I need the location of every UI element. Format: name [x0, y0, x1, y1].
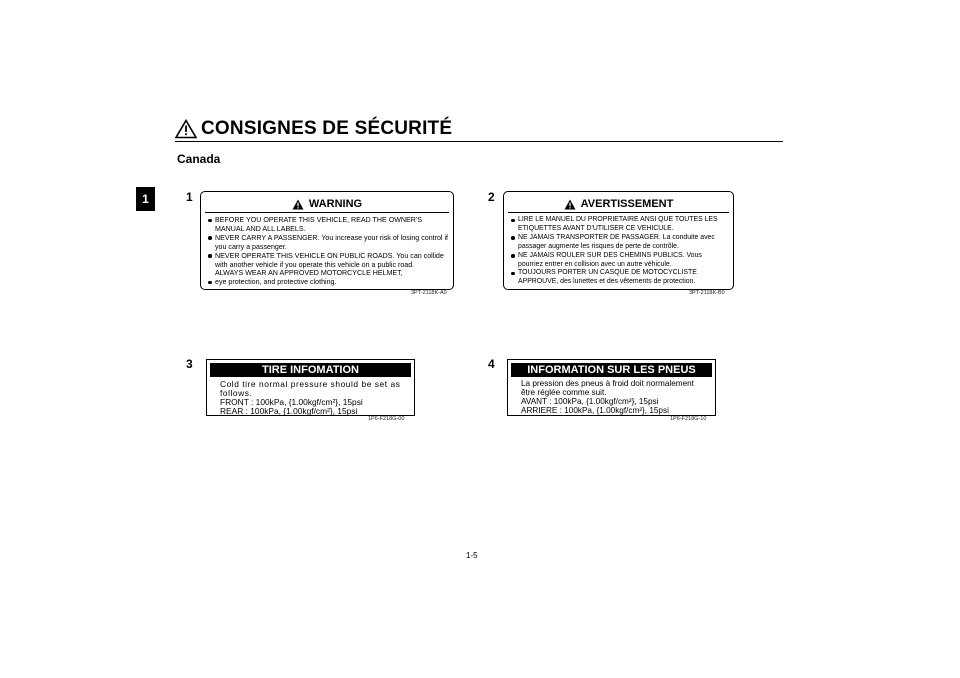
label-code: 3PT-2118K-A0 [411, 290, 447, 296]
tire-text-line: follows. [220, 387, 253, 398]
warning-label-title: WARNING [308, 198, 363, 210]
label-code: 1P6-F218G-00 [368, 416, 405, 422]
page-title [175, 118, 452, 140]
label-code: 1P6-F218G-10 [670, 416, 707, 422]
label-code: 3PT-2118K-B0 [689, 290, 725, 296]
label-number-1: 1 [186, 190, 193, 204]
list-item: eye protection, and protective clothing. [207, 278, 448, 287]
tire-label-english [206, 359, 415, 416]
warning-triangle-icon [292, 199, 304, 210]
tire-label-french [507, 359, 716, 416]
region-label: Canada [177, 152, 221, 166]
list-item: TOUJOURS PORTER UN CASQUE DE MOTOCYCLISTE APPROUVE, des lunettes et des vêtements de protection. [510, 269, 728, 287]
warning-label-header [205, 196, 449, 213]
tire-text-line: être réglée comme suit. [521, 387, 607, 397]
list-item: NE JAMAIS ROULER SUR DES CHEMINS PUBLICS. Vous pourriez entrer en collision avec un autre véhicule. [510, 252, 728, 270]
warning-label-title: AVERTISSEMENT [580, 198, 674, 210]
tire-rear-pressure: ARRIERE : 100kPa, {1.00kgf/cm²}, 15psi [521, 405, 669, 415]
list-item: NEVER CARRY A PASSENGER. You increase your risk of losing control if you carry a passenger. [207, 234, 448, 252]
warning-items-list [510, 216, 728, 287]
warning-label-header [508, 196, 729, 213]
label-number-4: 4 [488, 357, 495, 371]
warning-triangle-icon [564, 199, 576, 210]
list-item: BEFORE YOU OPERATE THIS VEHICLE, READ THE OWNER'S MANUAL AND ALL LABELS. [207, 216, 448, 234]
list-item: LIRE LE MANUEL DU PROPRIETAIRE ANSI QUE TOUTES LES ETIQUETTES AVANT D'UTILISER CE VEHICULE. [510, 216, 728, 234]
tire-front-pressure: AVANT : 100kPa, {1.00kgf/cm²}, 15psi [521, 396, 659, 406]
chapter-tab: 1 [136, 187, 155, 211]
tire-rear-pressure: REAR : 100kPa, {1.00kgf/cm²}, 15psi [220, 405, 358, 416]
label-number-2: 2 [488, 190, 495, 204]
list-item: ALWAYS WEAR AN APPROVED MOTORCYCLE HELMET, [215, 269, 403, 278]
list-item: NEVER OPERATE THIS VEHICLE ON PUBLIC ROADS. You can collide with another vehicle if you operate this vehicle on a public road. [207, 252, 448, 270]
label-number-3: 3 [186, 357, 193, 371]
tire-label-body [521, 380, 709, 416]
page-number: 1-5 [466, 551, 478, 560]
page-title-text: CONSIGNES DE SÉCURITÉ [201, 118, 453, 139]
warning-label-french [503, 191, 734, 290]
warning-label-english [200, 191, 454, 290]
tire-label-header: INFORMATION SUR LES PNEUS [511, 363, 712, 377]
tire-text-line: Cold tire normal pressure should be set as [220, 379, 401, 389]
list-item: NE JAMAIS TRANSPORTER DE PASSAGER. La conduite avec passager augmente les risques de perte de contrôle. [510, 234, 728, 252]
tire-label-header: TIRE INFOMATION [210, 363, 411, 377]
warning-triangle-icon [175, 119, 197, 139]
tire-label-body [220, 380, 408, 416]
header-rule [175, 141, 783, 142]
tire-front-pressure: FRONT : 100kPa, {1.00kgf/cm²}, 15psi [220, 396, 363, 407]
warning-items-list [207, 216, 448, 287]
tire-text-line: La pression des pneus à froid doit normalement [521, 379, 694, 388]
